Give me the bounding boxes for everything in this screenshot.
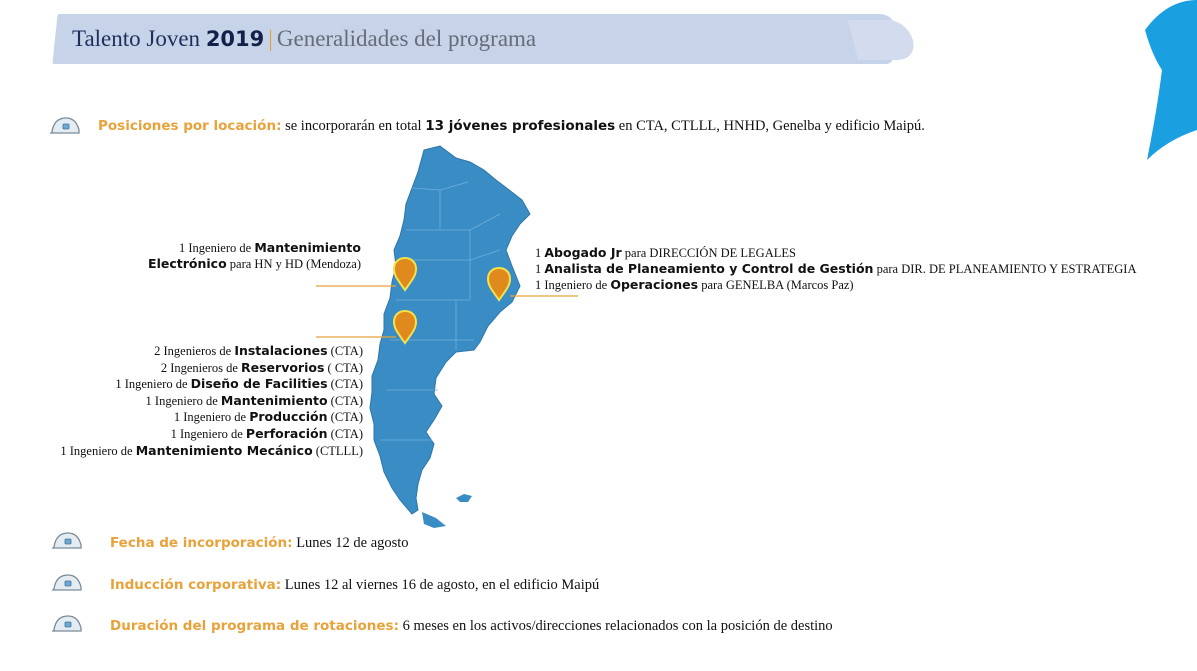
buenos-aires-positions (535, 245, 1137, 294)
neuquen-line: 1 Ingeniero de Diseño de Facilities (CTA) (115, 376, 363, 392)
title-main: Talento Joven (72, 26, 201, 51)
ba-line-2: 1 Analista de Planeamiento y Control de Gestión para DIR. DE PLANEAMIENTO Y ESTRATEGIA (535, 261, 1137, 277)
positions-label: Posiciones por locación: (98, 118, 282, 134)
induccion-row (50, 577, 599, 594)
ba-line-1: 1 Abogado Jr para DIRECCIÓN DE LEGALES (535, 245, 796, 260)
malvinas (456, 494, 472, 502)
title-separator: | (268, 26, 273, 51)
fecha-row (50, 535, 409, 552)
helmet-icon (50, 572, 84, 594)
positions-text-bold: 13 jóvenes profesionales (425, 118, 616, 134)
neuquen-positions (60, 343, 363, 459)
positions-text-c: en CTA, CTLLL, HNHD, Genelba y edificio Maipú. (615, 118, 925, 134)
title-subtitle: Generalidades del programa (276, 26, 537, 51)
mendoza-line-2: Electrónico para HN y HD (Mendoza) (148, 256, 361, 272)
induccion-text: Lunes 12 al viernes 16 de agosto, en el edificio Maipú (281, 577, 600, 593)
helmet-icon (50, 613, 84, 635)
neuquen-line: 2 Ingenieros de Instalaciones (CTA) (154, 343, 363, 358)
neuquen-line: 1 Ingeniero de Perforación (CTA) (170, 425, 363, 441)
mendoza-line-1: 1 Ingeniero de Mantenimiento (179, 240, 361, 255)
neuquen-line: 2 Ingenieros de Reservorios ( CTA) (160, 359, 363, 375)
fecha-text: Lunes 12 de agosto (292, 535, 409, 551)
tierra-del-fuego (422, 512, 446, 528)
neuquen-line: 1 Ingeniero de Mantenimiento (CTA) (145, 392, 363, 408)
neuquen-line: 1 Ingeniero de Producción (CTA) (173, 409, 363, 425)
duracion-text: 6 meses en los activos/direcciones relacionados con la posición de destino (398, 618, 833, 634)
helmet-icon (50, 530, 84, 552)
duracion-row (50, 618, 833, 635)
title-year: 2019 (205, 27, 265, 51)
duracion-label: Duración del programa de rotaciones: (110, 618, 399, 634)
argentina-shape (370, 146, 530, 514)
neuquen-line: 1 Ingeniero de Mantenimiento Mecánico (CTLLL) (60, 442, 363, 458)
ba-line-3: 1 Ingeniero de Operaciones para GENELBA (Marcos Paz) (535, 277, 854, 293)
induccion-label: Inducción corporativa: (110, 577, 282, 593)
mendoza-positions (148, 240, 361, 272)
positions-text-a: se incorporarán en total (281, 118, 426, 134)
fecha-label: Fecha de incorporación: (110, 535, 293, 551)
